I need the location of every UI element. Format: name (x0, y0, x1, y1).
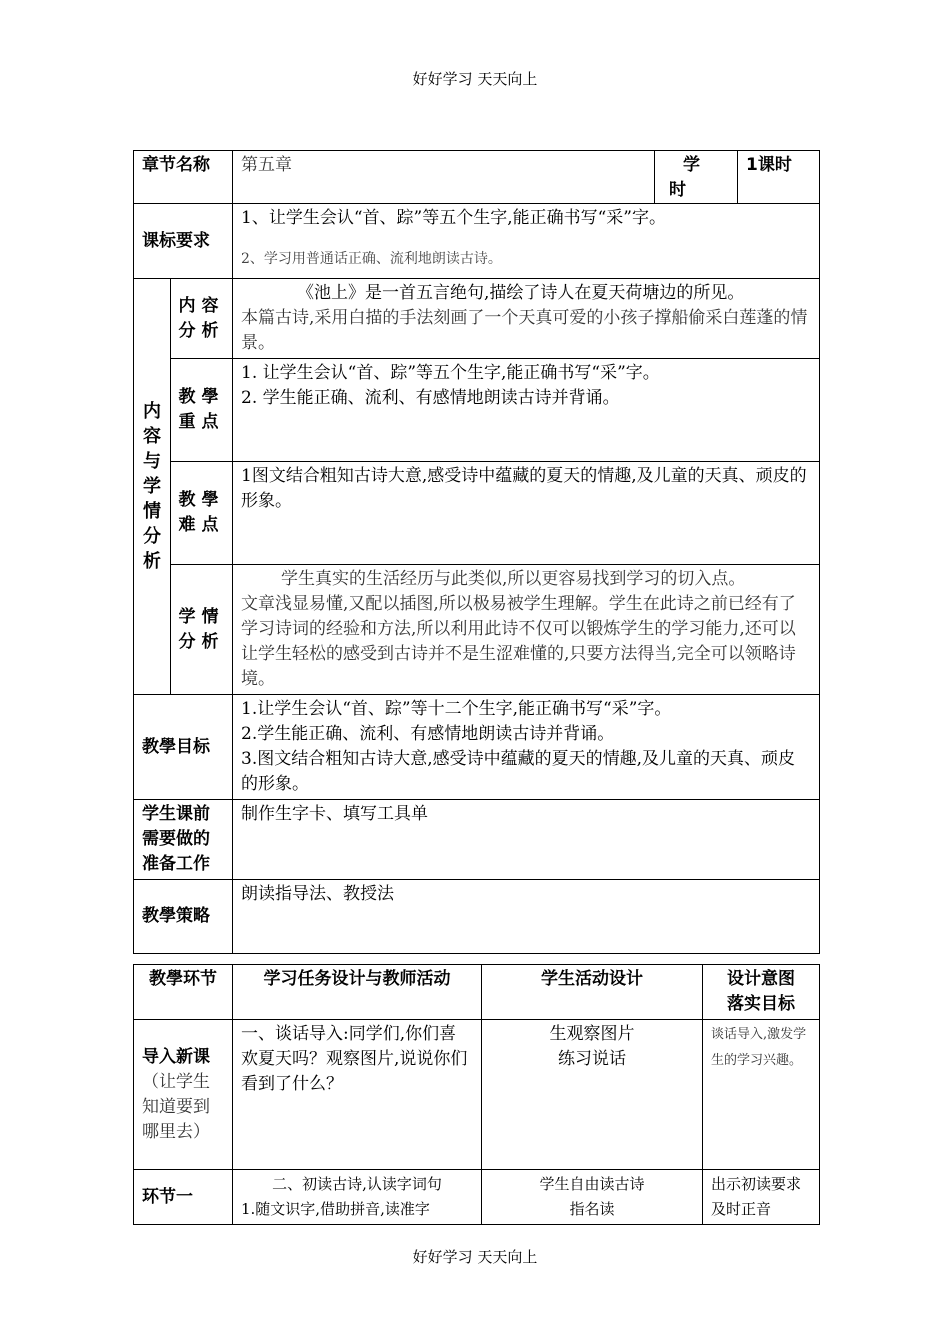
curriculum-item-2: 2、学习用普通话正确、流利地朗读古诗。 (241, 251, 502, 267)
col-header-intent-line1: 设计意图 (727, 969, 795, 989)
learner-text-2: 文章浅显易懂,又配以插图,所以极易被学生理解。学生在此诗之前已经有了学习诗词的经验和方法,所以利用此诗不仅可以锻炼学生的学习能力,还可以让学生轻松的感受到古诗并不是生涩难懂的,只要方法得当,完全可以领略诗境。 (241, 594, 796, 689)
content-text-2: 本篇古诗,采用白描的手法刻画了一个天真可爱的小孩子撑船偷采白莲蓬的情景。 (241, 308, 808, 353)
content-analysis-text (233, 279, 820, 359)
stage-one: 环节一 (134, 1170, 233, 1225)
difficulty-text: 1图文结合粗知古诗大意,感受诗中蕴藏的夏天的情趣,及儿童的天真、顽皮的形象。 (233, 462, 820, 565)
curriculum-item-1: 1、让学生会认“首、踪”等五个生字,能正确书写“采”字。 (241, 208, 666, 228)
learner-label-line1: 学情 (178, 606, 225, 627)
strategy-text: 朗读指导法、教授法 (233, 880, 820, 954)
intro-intent: 谈话导入,激发学生的学习兴趣。 (703, 1020, 820, 1170)
col-header-intent (703, 965, 820, 1020)
col-header-intent-line2: 落实目标 (727, 994, 795, 1014)
prep-label-line2: 需要做的 (142, 829, 210, 849)
hours-label-line1: 学 (683, 155, 700, 175)
preparation-label (134, 800, 233, 880)
chapter-label: 章节名称 (134, 151, 233, 204)
analysis-char: 情 (143, 501, 161, 522)
goal-3: 3.图文结合粗知古诗大意,感受诗中蕴藏的夏天的情趣,及儿童的天真、顽皮的形象。 (241, 749, 796, 794)
intro-student-1: 生观察图片 (549, 1024, 635, 1044)
content-text-1: 《池上》是一首五言绝句,描绘了诗人在夏天荷塘边的所见。 (297, 283, 745, 303)
keypoint-1: 1. 让学生会认“首、踪”等五个生字,能正确书写“采”字。 (241, 363, 660, 383)
hours-value: 1课时 (738, 151, 820, 204)
prep-label-line3: 准备工作 (142, 854, 210, 874)
teaching-goals-label: 教學目标 (134, 695, 233, 800)
preparation-text: 制作生字卡、填写工具单 (233, 800, 820, 880)
analysis-char: 析 (143, 551, 161, 572)
analysis-char: 容 (143, 426, 161, 447)
teaching-goals-text (233, 695, 820, 800)
chapter-value: 第五章 (233, 151, 655, 204)
learner-analysis-label (171, 565, 233, 695)
intro-student-2: 练习说话 (558, 1049, 626, 1069)
goal-2: 2.学生能正确、流利、有感情地朗读古诗并背诵。 (241, 724, 615, 744)
hours-label-line2: 时 (669, 180, 686, 200)
hours-label (655, 151, 738, 204)
content-label-line2: 分析 (178, 320, 225, 341)
col-header-stage: 教學环节 (134, 965, 233, 1020)
intro-student-activity (482, 1020, 703, 1170)
page-footer: 好好学习 天天向上 (412, 1248, 538, 1266)
content-analysis-label (171, 279, 233, 359)
key-points-text (233, 359, 820, 462)
curriculum-label: 课标要求 (134, 204, 233, 279)
difficulty-label-line2: 难点 (178, 515, 225, 535)
col-header-student: 学生活动设计 (482, 965, 703, 1020)
keypoint-2: 2. 学生能正确、流利、有感情地朗读古诗并背诵。 (241, 388, 620, 408)
keypoint-label-line1: 教學 (178, 387, 225, 407)
analysis-vertical-label (134, 279, 171, 695)
goal-1: 1.让学生会认“首、踪”等十二个生字,能正确书写“采”字。 (241, 699, 672, 719)
stage-one-teacher-1: 二、初读古诗,认读字词句 (272, 1175, 442, 1193)
page-header: 好好学习 天天向上 (412, 70, 538, 88)
content-label-line1: 内容 (178, 295, 225, 316)
learner-text-1: 学生真实的生活经历与此类似,所以更容易找到学习的切入点。 (281, 569, 746, 589)
learner-label-line2: 分析 (178, 631, 225, 652)
stage-one-student-2: 指名读 (569, 1200, 615, 1218)
col-header-teacher: 学习任务设计与教师活动 (233, 965, 482, 1020)
stage-one-teacher-2: 1.随文识字,借助拼音,读准字 (241, 1200, 430, 1218)
stage-one-intent: 出示初读要求及时正音 (703, 1170, 820, 1225)
analysis-char: 学 (143, 476, 161, 497)
key-points-label (171, 359, 233, 462)
lesson-process-table (133, 964, 820, 1225)
learner-analysis-text (233, 565, 820, 695)
intro-teacher-activity: 一、谈话导入:同学们,你们喜欢夏天吗？观察图片,说说你们看到了什么？ (233, 1020, 482, 1170)
stage-intro (134, 1020, 233, 1170)
curriculum-cell (233, 204, 820, 279)
analysis-char: 内 (143, 401, 161, 422)
stage-intro-note: （让学生知道要到哪里去） (142, 1071, 210, 1142)
analysis-char: 与 (143, 451, 161, 472)
difficulty-label-line1: 教學 (178, 490, 225, 510)
prep-label-line1: 学生课前 (142, 804, 210, 824)
strategy-label: 教學策略 (134, 880, 233, 954)
keypoint-label-line2: 重点 (178, 412, 225, 432)
analysis-char: 分 (143, 526, 161, 547)
stage-one-student-activity (482, 1170, 703, 1225)
stage-one-student-1: 学生自由读古诗 (539, 1175, 645, 1193)
lesson-info-table (133, 150, 820, 954)
stage-intro-title: 导入新课 (142, 1046, 210, 1067)
difficulty-label (171, 462, 233, 565)
stage-one-teacher-activity (233, 1170, 482, 1225)
